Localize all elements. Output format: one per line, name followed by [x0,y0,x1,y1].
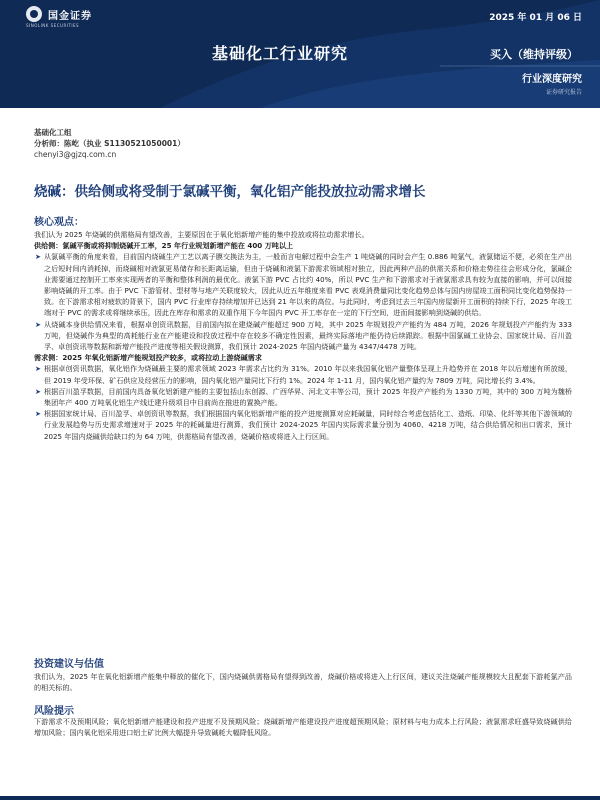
section-title-risk: 风险提示 [34,706,74,717]
logo-subtext: SINOLINK SECURITIES [26,23,80,28]
section-title-advice: 投资建议与估值 [34,659,104,670]
arrow-bullet-icon: ➤ [35,364,41,374]
risk-text: 下游需求不及预期风险；氧化铝新增产能建设和投产进度不及预期风险；烧碱新增产能建设投产进度超预期风险；原材料与电力成本上行风险；液氯需求旺盛导致烧碱供给增加风险；国内氧化铝采用进口铝土矿比例大幅提升导致碱耗大幅降低风险。 [34,717,572,738]
analyst-info [34,127,185,160]
arrow-bullet-icon: ➤ [35,252,41,262]
section-title-core: 核心观点： [34,217,84,228]
report-header [0,0,600,108]
rating-label: 买入（维持评级） [490,48,578,61]
group-name: 基础化工组 [34,128,72,137]
report-title: 基础化工行业研究 [212,44,349,63]
report-type: 行业深度研究 [522,74,582,85]
list-item: ➤ 从烧碱本身供给情况来看，根据卓创资讯数据，目前国内拟在建烧碱产能超过 900 万吨，其中 2025 年规划投产产能约为 484 万吨，2026 年规划投产产能约为 333 万吨，但烧碱作为典型的高耗能行业在产能建设和投放过程中存在较多不确定性因素，最终实际落地产能仍待后续跟踪。根据中国氯碱工业协会、国家统计局、百川盈孚、卓创资讯等数据和新增产能投产进度等相关假设测算，我们预计 2024-2025 年国内烧碱产量为 4347/4478 万吨。 [35,319,572,352]
report-date: 2025 年 01 月 06 日 [489,13,582,23]
demand-heading: 需求侧：2025 年氧化铝新增产能规划投产较多，或将拉动上游烧碱需求 [34,353,262,363]
list-item: ➤ 根据卓创资讯数据，氧化铝作为烧碱最主要的需求领域 2023 年需求占比约为 31%。2010 年以来我国氧化铝产量整体呈现上升趋势并在 2018 年以后增速有所放缓，但 2019 年受环保、矿石供应及经营压力的影响，国内氧化铝产量同比下行约 1%。2024 年 1-11 月，国内氧化铝产量约为 7809 万吨，同比增长约 3.4%。 [35,364,572,385]
arrow-bullet-icon: ➤ [35,386,41,396]
arrow-bullet-icon: ➤ [35,319,41,329]
analyst-email[interactable]: chenyi3@gjzq.com.cn [34,150,117,159]
logo-icon [26,6,42,22]
logo-text: 国金证券 [48,10,92,22]
arrow-bullet-icon: ➤ [35,409,41,419]
list-item: ➤ 根据百川盈孚数据，目前国内具备氧化铝新建产能的主要包括山东创源、广西华昇、河北文丰等公司，预计 2025 年投产产能约为 1330 万吨，其中的 300 万吨为魏桥集团年产 400 万吨氧化铝生产线迁建升级项目中目前尚在推进的置换产能。 [35,386,572,408]
supply-heading: 供给侧：氯碱平衡或将抑制烧碱开工率，25 年行业规划新增产能在 400 万吨以上 [34,241,294,251]
headline: 烧碱：供给侧或将受制于氯碱平衡，氧化铝产能投放拉动需求增长 [34,184,426,200]
advice-text: 我们认为，2025 年在氧化铝新增产能集中释放的催化下，国内烧碱供需格局有望得到改善，烧碱价格或将进入上行区间，建议关注烧碱产能规模较大且配套下游耗氯产品的相关标的。 [34,672,572,693]
analyst-name: 分析师：陈屹（执业 S1130521050001） [34,139,185,148]
core-intro: 我们认为 2025 年烧碱的供需格局有望改善，主要原因在于氧化铝新增产能的集中投放或将拉动需求增长。 [34,230,369,239]
company-logo [26,6,92,22]
list-item: ➤ 从氯碱平衡的角度来看，目前国内烧碱生产工艺以离子膜交换法为主，一般而言电解过程中会生产 1 吨烧碱的同时会产生 0.886 吨氯气，液氯储运不便，必须在生产出之后短时间内消耗掉，而烧碱相对液氯更易储存和长距离运输，但由于烧碱和液氯下游需求领域相对独立，因此两种产品的供需关系和价格走势往往会形成分化，氯碱企业需要通过控制开工率来实现两者的平衡和整体利润的最优化。液氯下游 PVC 占比约 40%，所以 PVC 生产和下游需求对于液氯需求具有较为直接的影响，并可以间接影响烧碱的开工率。由于 PVC 下游管材、型材等与地产关联度较大，因此从近五年维度来看 PVC 表观消费量同比变化趋势总体与国内房屋竣工面积同比变化趋势保持一致。在下游需求相对疲软的背景下，国内 PVC 行业库存持续增加并已达到 21 年以来的高位。与此同时，考虑到过去三年国内房屋新开工面积的持续下行，2025 年竣工端对于 PVC 的需求或将继续承压，因此在库存和需求的双重作用下今年国内 PVC 开工率存在一定的下行空间，进而间接影响到烧碱的供给。 [35,252,572,318]
list-item: ➤ 根据国家统计局、百川盈孚、卓创资讯等数据，我们根据国内氧化铝新增产能的投产进度测算对应耗碱量，同时综合考虑包括化工、造纸、印染、化纤等其他下游领域的行业发展趋势与历史需求增速对于 2025 年的耗碱量进行测算，我们预计 2024-2025 年国内实际需求量分别为 4060、4218 万吨，结合供给情况和出口需求，预计 2025 年国内烧碱供给缺口约为 64 万吨，供需格局有望改善，烧碱价格或将进入上行区间。 [35,409,572,441]
report-subtype: 证券研究报告 [545,89,582,96]
core-body [34,229,572,442]
footer-bar [0,796,600,800]
